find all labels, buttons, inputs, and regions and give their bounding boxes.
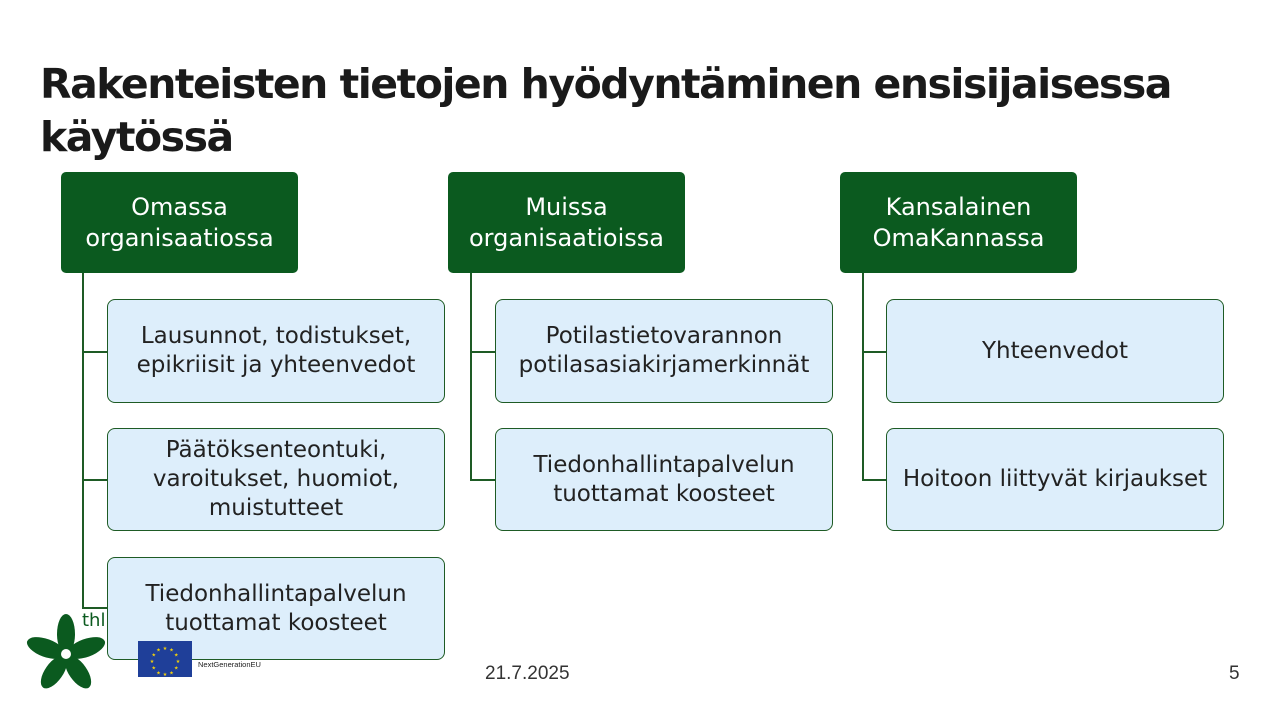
item-tiedonhallintapalvelu-koosteet: Tiedonhallintapalvelun tuottamat koosteet — [107, 557, 445, 660]
eu-program-label: NextGenerationEU — [198, 660, 261, 669]
svg-text:★: ★ — [151, 665, 156, 672]
header-omassa-organisaatiossa: Omassa organisaatiossa — [61, 172, 298, 273]
header-kansalainen-omakannassa: Kansalainen OmaKannassa — [840, 172, 1077, 273]
connector-branch — [470, 479, 496, 481]
slide-page-number: 5 — [1229, 663, 1240, 684]
header-muissa-organisaatioissa: Muissa organisaatioissa — [448, 172, 685, 273]
svg-text:★: ★ — [156, 670, 161, 677]
connector-branch — [82, 479, 108, 481]
slide-date: 21.7.2025 — [485, 663, 570, 684]
thl-logo-text: thl — [82, 610, 106, 631]
connector-branch — [82, 351, 108, 353]
connector-branch — [470, 351, 496, 353]
connector-trunk — [470, 273, 472, 480]
item-paatoksenteontuki: Päätöksenteontuki, varoitukset, huomiot, muistutteet — [107, 428, 445, 531]
svg-text:★: ★ — [162, 672, 168, 677]
connector-trunk — [862, 273, 864, 480]
connector-branch — [82, 607, 108, 609]
svg-text:★: ★ — [169, 647, 174, 654]
svg-text:★: ★ — [156, 647, 161, 654]
item-yhteenvedot: Yhteenvedot — [886, 299, 1224, 403]
svg-text:★: ★ — [169, 670, 174, 677]
connector-branch — [862, 479, 888, 481]
svg-text:★: ★ — [174, 665, 179, 672]
item-hoitoon-liittyvat-kirjaukset: Hoitoon liittyvät kirjaukset — [886, 428, 1224, 531]
connector-branch — [862, 351, 888, 353]
thl-flower-logo-icon — [24, 614, 108, 694]
svg-text:★: ★ — [174, 652, 179, 659]
slide-title: Rakenteisten tietojen hyödyntäminen ensisijaisessa käytössä — [40, 60, 1171, 161]
svg-text:★: ★ — [151, 652, 156, 659]
svg-text:★: ★ — [162, 646, 168, 652]
item-tiedonhallintapalvelu-koosteet: Tiedonhallintapalvelun tuottamat koosteet — [495, 428, 833, 531]
eu-flag-icon — [138, 641, 192, 677]
item-lausunnot: Lausunnot, todistukset, epikriisit ja yhteenvedot — [107, 299, 445, 403]
svg-text:★: ★ — [149, 659, 155, 665]
connector-trunk — [82, 273, 84, 608]
svg-text:★: ★ — [175, 659, 181, 665]
item-potilastietovaranto: Potilastietovarannon potilasasiakirjamerkinnät — [495, 299, 833, 403]
